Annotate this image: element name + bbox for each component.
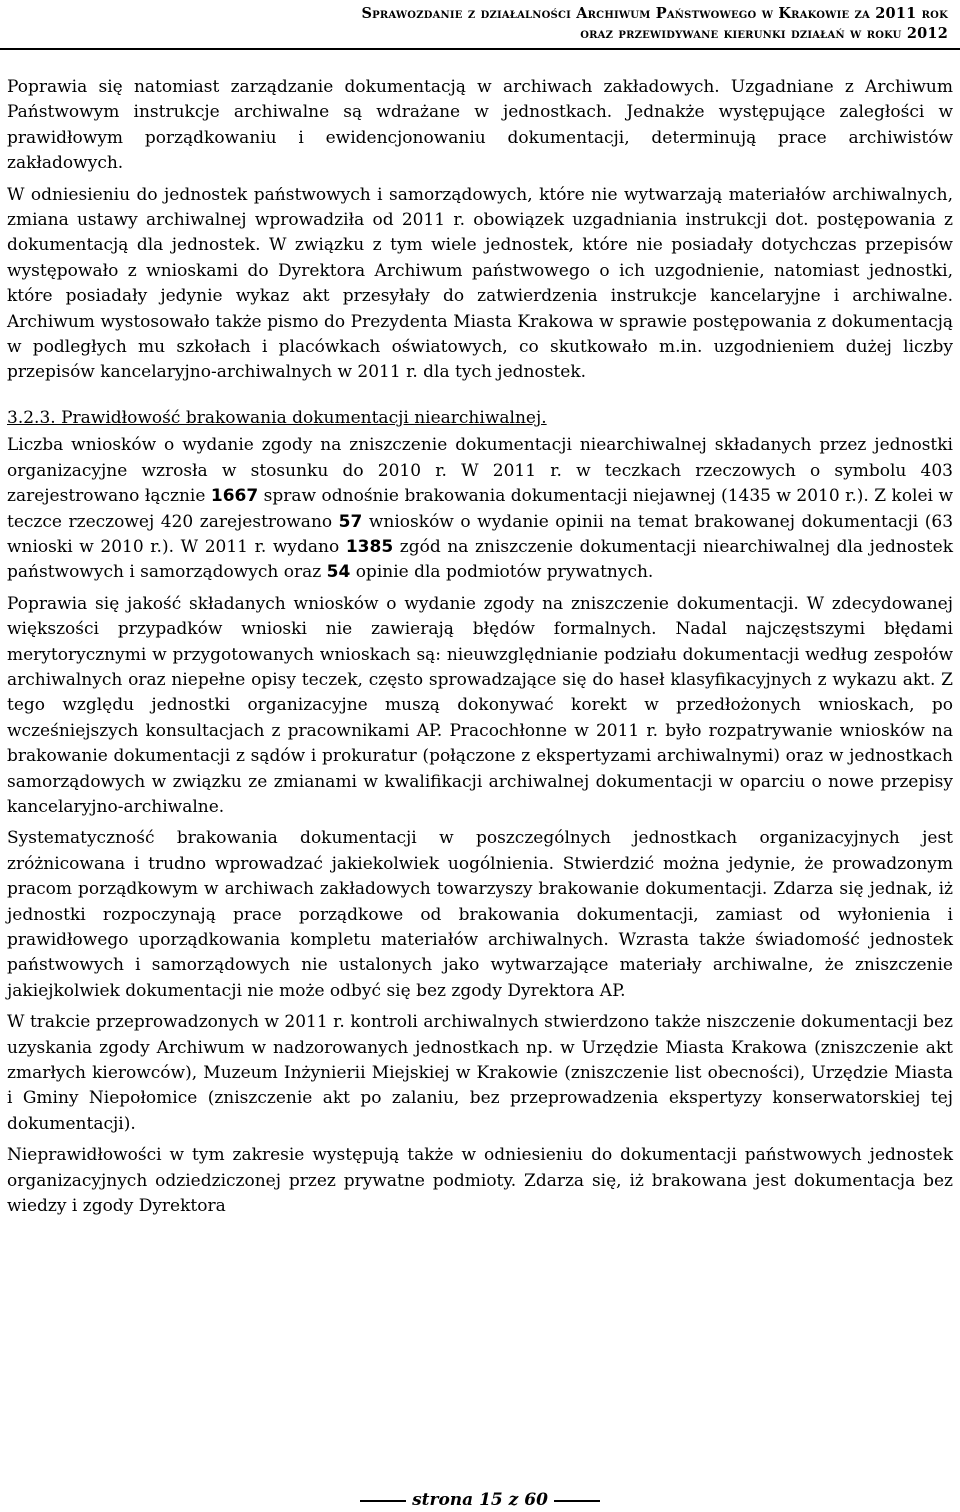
paragraph-3 bbox=[7, 433, 953, 585]
page-number: strona 15 z 60 bbox=[412, 1490, 548, 1510]
footer-dash-left bbox=[360, 1500, 406, 1502]
paragraph-2: W odniesieniu do jednostek państwowych i samorządowych, które nie wytwarzają materiałów archiwalnych, zmiana ustawy archiwalnej wprowadziła od 2011 r. obowiązek uzgadniania instrukcji dot. postępowania z dokumentacją dla jednostek. W związku z tym wiele jednostek, które nie posiadały dotychczas przepisów występowało z wnioskami do Dyrektora Archiwum państwowego o ich uzgodnienie, natomiast jednostki, które posiadały jedynie wykaz akt przesyłały do zatwierdzenia instrukcje kancelaryjne i archiwalne. Archiwum wystosowało także pismo do Prezydenta Miasta Krakowa w sprawie postępowania z dokumentacją w podległych mu szkołach i placówkach oświatowych, co skutkowało m.in. uzgodnieniem dużej liczby przepisów kancelaryjno-archiwalnych w 2011 r. dla tych jednostek. bbox=[7, 184, 953, 383]
paragraph-3-text-4: zgód na zniszczenie dokumentacji niearchiwalnej dla jednostek państwowych i samorządowych oraz bbox=[7, 536, 953, 583]
page-header bbox=[362, 4, 949, 44]
paragraph-5: Systematyczność brakowania dokumentacji w poszczególnych jednostkach organizacyjnych jest zróżnicowana i trudno wprowadzać jakiekolwiek uogólnienia. Stwierdzić można jedynie, że prowadzonym pracom porządkowym w archiwach zakładowych towarzyszy brakowanie dokumentacji. Zdarza się jednak, iż jednostki rozpoczynają prace porządkowe od brakowania dokumentacji, zamiast od wyłonienia i prawidłowego uporządkowania kompletu materiałów archiwalnych. Wzrasta także świadomość jednostek państwowych i samorządowych nie ustalonych jako wytwarzające materiały archiwalne, że zniszczenie jakiejkolwiek dokumentacji nie może odbyć się bez zgody Dyrektora AP. bbox=[7, 828, 953, 1001]
count-57: 57 bbox=[338, 511, 363, 532]
page-footer bbox=[0, 1490, 960, 1510]
header-line-2: oraz przewidywane kierunki działań w roku 2012 bbox=[580, 25, 948, 42]
document-body bbox=[7, 75, 953, 1225]
paragraph-6: W trakcie przeprowadzonych w 2011 r. kontroli archiwalnych stwierdzono także niszczenie dokumentacji bez uzyskania zgody Archiwum w nadzorowanych jednostkach np. w Urzędzie Miasta Krakowa (zniszczenie akt zmarłych kierowców), Muzeum Inżynierii Miejskiej w Krakowie (zniszczenie list obecności), Urzędzie Miasta i Gminy Niepołomice (zniszczenie akt po zalaniu, bez przeprowadzenia ekspertyzy konserwatorskiej tej dokumentacji). bbox=[7, 1012, 953, 1134]
paragraph-3-text-1: Liczba wniosków o wydanie zgody na zniszczenie dokumentacji niearchiwalnej składanych przez jednostki organizacyjne wzrosła w stosunku do 2010 r. W 2011 r. w teczkach rzeczowych o symbolu 403 zarejestrowano łącznie bbox=[7, 435, 953, 507]
footer-dash-right bbox=[554, 1500, 600, 1502]
paragraph-3-text-5: opinie dla podmiotów prywatnych. bbox=[350, 562, 654, 583]
count-1667: 1667 bbox=[210, 486, 259, 507]
header-line-1: Sprawozdanie z działalności Archiwum Państwowego w Krakowie za 2011 rok bbox=[361, 5, 948, 22]
paragraph-4: Poprawia się jakość składanych wniosków o wydanie zgody na zniszczenie dokumentacji. W zdecydowanej większości przypadków wnioski nie zawierają błędów formalnych. Nadal najczęstszymi błędami merytorycznymi w przygotowanych wnioskach są: nieuwzględnianie podziału dokumentacji według zespołów archiwalnych oraz niepełne opisy teczek, często sprowadzające się do haseł klasyfikacyjnych z wykazu akt. Z tego względu jednostki organizacyjne muszą dokonywać korekt w przedłożonych wnioskach, po wcześniejszych konsultacjach z pracownikami AP. Pracochłonne w 2011 r. było rozpatrywanie wniosków na brakowanie dokumentacji z sądów i prokuratur (połączone z ekspertyzami archiwalnymi) oraz w jednostkach samorządowych w związku ze zmianami w kwalifikacji archiwalnej dokumentacji w oparciu o nowe przepisy kancelaryjno-archiwalne. bbox=[7, 593, 953, 817]
section-heading: 3.2.3. Prawidłowość brakowania dokumentacji niearchiwalnej. bbox=[7, 407, 547, 428]
count-1385: 1385 bbox=[345, 536, 394, 557]
paragraph-7: Nieprawidłowości w tym zakresie występują także w odniesieniu do dokumentacji państwowych jednostek organizacyjnych odziedziczonej przez prywatne podmioty. Zdarza się, iż brakowana jest dokumentacja bez wiedzy i zgody Dyrektora bbox=[7, 1145, 953, 1217]
count-54: 54 bbox=[326, 562, 351, 583]
paragraph-3-text-3: wniosków o wydanie opinii na temat brakowanej dokumentacji (63 wnioski w 2010 r.). W 2011 r. wydano bbox=[7, 511, 954, 557]
header-rule bbox=[0, 48, 960, 50]
paragraph-3-text-2: spraw odnośnie brakowania dokumentacji niejawnej (1435 w 2010 r.). Z kolei w teczce rzeczowej 420 zarejestrowano bbox=[7, 486, 953, 532]
paragraph-1: Poprawia się natomiast zarządzanie dokumentacją w archiwach zakładowych. Uzgadniane z Archiwum Państwowym instrukcje archiwalne są wdrażane w jednostkach. Jednakże występujące zaległości w prawidłowym porządkowaniu i ewidencjonowaniu dokumentacji, determinują prace archiwistów zakładowych. bbox=[7, 77, 953, 174]
